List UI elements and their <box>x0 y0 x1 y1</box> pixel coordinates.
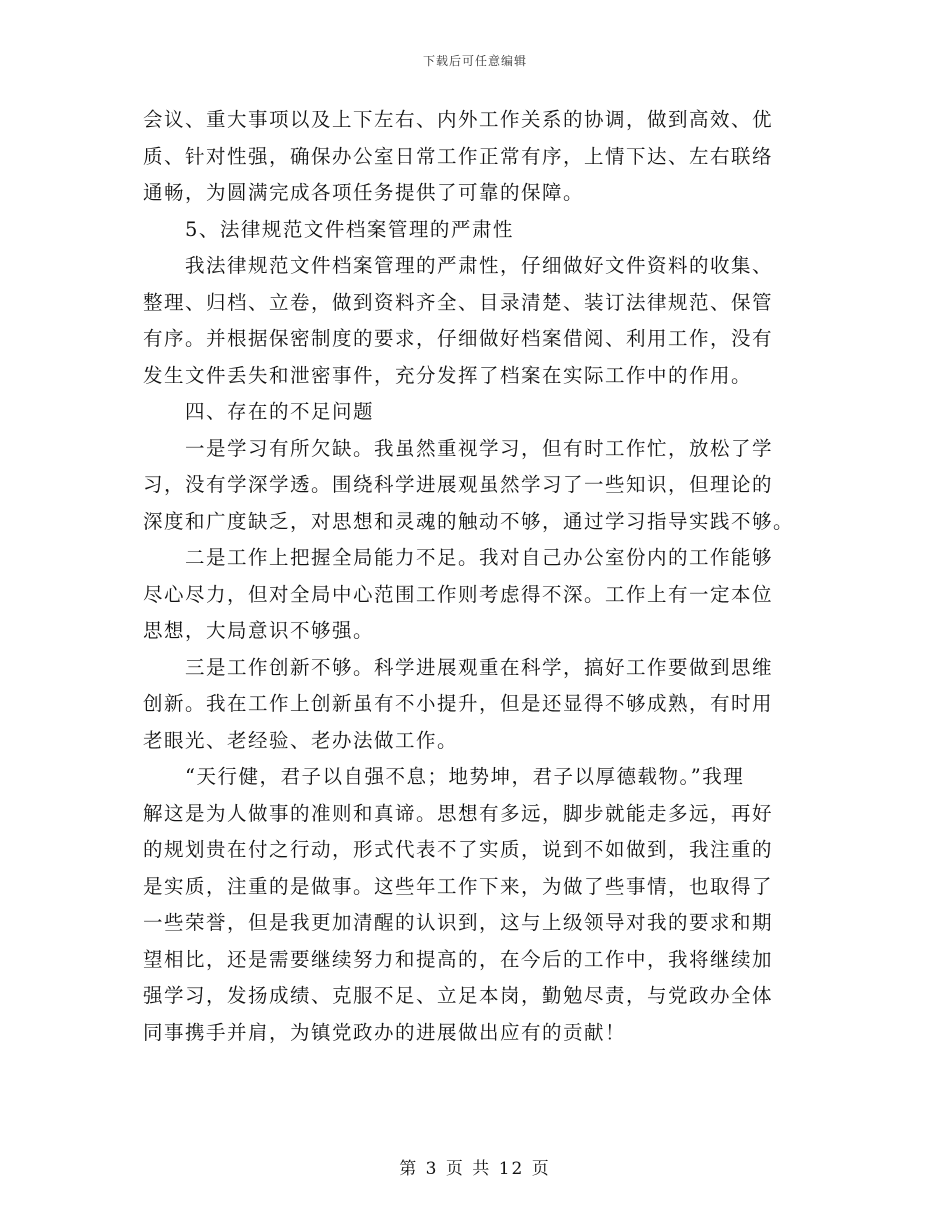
text-line: 会议、重大事项以及上下左右、内外工作关系的协调，做到高效、优 <box>143 108 774 131</box>
text-line: 创新。我在工作上创新虽有不小提升，但是还显得不够成熟，有时用 <box>143 692 774 715</box>
document-body <box>143 102 813 1051</box>
page-header: 下载后可任意编辑 <box>422 54 527 68</box>
text-line: 强学习，发扬成绩、克服不足、立足本岗，勤勉尽责，与党政办全体 <box>143 984 774 1007</box>
text-line: 5、法律规范文件档案管理的严肃性 <box>185 217 514 241</box>
page-number: 第 3 页 共 12 页 <box>399 1159 551 1179</box>
text-line: 望相比，还是需要继续努力和提高的，在今后的工作中，我将继续加 <box>143 947 774 971</box>
text-line: 我法律规范文件档案管理的严肃性，仔细做好文件资料的收集、 <box>185 254 774 277</box>
text-line: 尽心尽力，但对全局中心范围工作则考虑得不深。工作上有一定本位 <box>143 582 774 606</box>
text-line: 同事携手并肩，为镇党政办的进展做出应有的贡献！ <box>143 1020 627 1044</box>
text-line: 深度和广度缺乏，对思想和灵魂的触动不够，通过学习指导实践不够。 <box>143 509 795 533</box>
text-line: 习，没有学深学透。围绕科学进展观虽然学习了一些知识，但理论的 <box>143 473 774 496</box>
text-line: “天行健，君子以自强不息；地势坤，君子以厚德载物。”我理 <box>185 765 745 788</box>
text-line: 有序。并根据保密制度的要求，仔细做好档案借阅、利用工作，没有 <box>143 327 774 350</box>
text-line: 是实质，注重的是做事。这些年工作下来，为做了些事情，也取得了 <box>143 874 774 898</box>
text-line: 三是工作创新不够。科学进展观重在科学，搞好工作要做到思维 <box>185 655 774 679</box>
text-line: 二是工作上把握全局能力不足。我对自己办公室份内的工作能够 <box>185 546 774 569</box>
text-line: 发生文件丢失和泄密事件，充分发挥了档案在实际工作中的作用。 <box>143 363 753 387</box>
text-line: 通畅，为圆满完成各项任务提供了可靠的保障。 <box>143 181 585 204</box>
text-line: 思想，大局意识不够强。 <box>143 619 375 642</box>
text-line: 老眼光、老经验、老办法做工作。 <box>143 728 459 752</box>
text-line: 的规划贵在付之行动，形式代表不了实质，说到不如做到，我注重的 <box>143 838 774 861</box>
text-line: 一是学习有所欠缺。我虽然重视学习，但有时工作忙，放松了学 <box>185 436 774 460</box>
text-line: 质、针对性强，确保办公室日常工作正常有序，上情下达、左右联络 <box>143 144 774 168</box>
text-line: 整理、归档、立卷，做到资料齐全、目录清楚、装订法律规范、保管 <box>143 290 774 314</box>
text-line: 一些荣誉，但是我更加清醒的认识到，这与上级领导对我的要求和期 <box>143 911 774 934</box>
text-line: 四、存在的不足问题 <box>185 400 375 423</box>
text-line: 解这是为人做事的准则和真谛。思想有多远，脚步就能走多远，再好 <box>143 801 774 825</box>
